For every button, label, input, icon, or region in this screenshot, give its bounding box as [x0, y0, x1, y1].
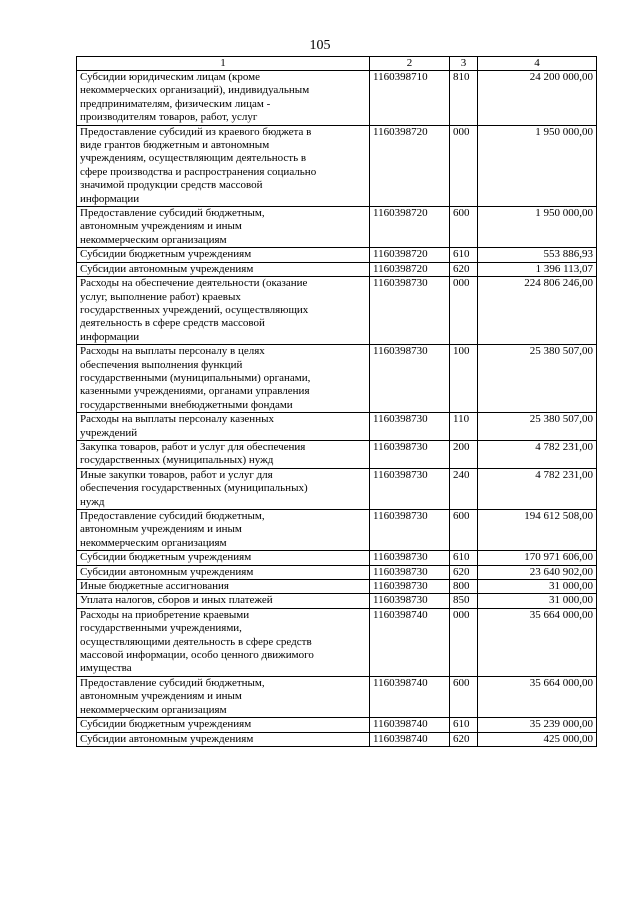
table-row — [77, 510, 597, 551]
expense-name-line: Уплата налогов, сборов и иных платежей — [80, 594, 273, 607]
expense-name-line: информации — [80, 330, 140, 343]
expense-name-line: Иные бюджетные ассигнования — [80, 580, 229, 593]
table-row — [77, 345, 597, 413]
budget-table — [76, 56, 597, 747]
expense-name-line: государственными учреждениями, — [80, 622, 242, 635]
expense-type-cell: 620 — [450, 262, 478, 276]
expense-name-line: Расходы на обеспечение деятельности (оказание — [80, 277, 308, 290]
expense-type-cell: 110 — [450, 413, 478, 441]
expense-name-cell — [77, 71, 370, 126]
expense-type-cell: 620 — [450, 565, 478, 579]
amount-cell: 25 380 507,00 — [478, 413, 597, 441]
expense-name-cell — [77, 676, 370, 717]
amount-cell: 1 950 000,00 — [478, 207, 597, 248]
table-row — [77, 732, 597, 746]
expense-name-line: Закупка товаров, работ и услуг для обеспечения — [80, 440, 306, 453]
target-code-cell: 1160398730 — [370, 468, 450, 509]
expense-name-line: Субсидии автономным учреждениям — [80, 565, 254, 578]
column-header-3: 3 — [450, 57, 478, 71]
table-row — [77, 580, 597, 594]
target-code-cell: 1160398730 — [370, 580, 450, 594]
expense-type-cell: 610 — [450, 718, 478, 732]
expense-type-cell: 810 — [450, 71, 478, 126]
expense-name-cell — [77, 510, 370, 551]
expense-name-cell — [77, 207, 370, 248]
expense-name-line: Расходы на выплаты персоналу в целях — [80, 345, 265, 358]
expense-name-line: осуществляющими деятельность в сфере средств — [80, 635, 312, 648]
table-row — [77, 608, 597, 676]
expense-name-cell — [77, 468, 370, 509]
table-row — [77, 277, 597, 345]
table-row — [77, 71, 597, 126]
target-code-cell: 1160398710 — [370, 71, 450, 126]
target-code-cell: 1160398740 — [370, 718, 450, 732]
page-number: 105 — [309, 38, 331, 53]
expense-name-cell — [77, 345, 370, 413]
table-row — [77, 125, 597, 206]
expense-type-cell: 600 — [450, 510, 478, 551]
expense-type-cell: 600 — [450, 207, 478, 248]
amount-cell: 31 000,00 — [478, 594, 597, 608]
expense-type-cell: 850 — [450, 594, 478, 608]
target-code-cell: 1160398730 — [370, 565, 450, 579]
expense-type-cell: 000 — [450, 277, 478, 345]
expense-name-cell — [77, 262, 370, 276]
amount-cell: 35 664 000,00 — [478, 676, 597, 717]
column-header-1: 1 — [77, 57, 370, 71]
table-row — [77, 718, 597, 732]
expense-name-line: Предоставление субсидий бюджетным, — [80, 510, 265, 522]
target-code-cell: 1160398740 — [370, 608, 450, 676]
table-header-row — [77, 57, 597, 71]
expense-name-line: государственными внебюджетными фондами — [80, 398, 293, 411]
expense-name-line: автономным учреждениям и иным — [80, 220, 242, 233]
amount-cell: 1 950 000,00 — [478, 125, 597, 206]
expense-name-line: учреждений — [80, 426, 138, 439]
amount-cell: 35 239 000,00 — [478, 718, 597, 732]
expense-name-cell — [77, 125, 370, 206]
expense-name-line: Иные закупки товаров, работ и услуг для — [80, 468, 273, 481]
amount-cell: 553 886,93 — [478, 248, 597, 262]
expense-name-cell — [77, 277, 370, 345]
expense-name-line: значимой продукции средств массовой — [80, 179, 263, 192]
expense-name-line: предпринимателям, физическим лицам - — [80, 97, 271, 110]
expense-type-cell: 610 — [450, 248, 478, 262]
expense-name-line: обеспечения выполнения функций — [80, 358, 243, 371]
expense-name-cell — [77, 718, 370, 732]
expense-name-line: Расходы на приобретение краевыми — [80, 608, 250, 621]
expense-name-cell — [77, 608, 370, 676]
target-code-cell: 1160398730 — [370, 277, 450, 345]
expense-type-cell: 610 — [450, 551, 478, 565]
expense-type-cell: 240 — [450, 468, 478, 509]
column-header-2: 2 — [370, 57, 450, 71]
expense-name-line: Субсидии автономным учреждениям — [80, 732, 254, 745]
expense-name-line: имущества — [80, 662, 132, 675]
expense-name-line: Предоставление субсидий из краевого бюджета в — [80, 125, 312, 138]
expense-name-line: государственными (муниципальными) органами, — [80, 371, 311, 384]
target-code-cell: 1160398720 — [370, 207, 450, 248]
expense-name-line: Субсидии юридическим лицам (кроме — [80, 71, 261, 83]
expense-name-cell — [77, 580, 370, 594]
expense-name-line: нужд — [80, 495, 105, 508]
expense-name-line: Предоставление субсидий бюджетным, — [80, 676, 265, 689]
expense-name-cell — [77, 732, 370, 746]
amount-cell: 4 782 231,00 — [478, 468, 597, 509]
expense-name-cell — [77, 565, 370, 579]
target-code-cell: 1160398730 — [370, 510, 450, 551]
expense-name-line: Субсидии бюджетным учреждениям — [80, 248, 252, 261]
amount-cell: 4 782 231,00 — [478, 440, 597, 468]
expense-name-line: массовой информации, особо ценного движимого — [80, 649, 314, 662]
expense-name-line: Субсидии бюджетным учреждениям — [80, 551, 252, 564]
table-row — [77, 565, 597, 579]
expense-type-cell: 100 — [450, 345, 478, 413]
expense-name-line: Субсидии бюджетным учреждениям — [80, 718, 252, 731]
expense-type-cell: 000 — [450, 608, 478, 676]
expense-name-line: сфере производства и распространения социально — [80, 165, 317, 178]
expense-name-cell — [77, 551, 370, 565]
expense-name-cell — [77, 440, 370, 468]
expense-type-cell: 200 — [450, 440, 478, 468]
amount-cell: 25 380 507,00 — [478, 345, 597, 413]
table-row — [77, 676, 597, 717]
expense-name-line: производителям товаров, работ, услуг — [80, 111, 258, 124]
expense-name-line: деятельность в сфере средств массовой — [80, 317, 265, 330]
table-row — [77, 594, 597, 608]
expense-name-line: услуг, выполнение работ) краевых — [80, 290, 241, 303]
expense-type-cell: 600 — [450, 676, 478, 717]
target-code-cell: 1160398720 — [370, 248, 450, 262]
expense-name-line: информации — [80, 192, 140, 205]
table-body — [77, 71, 597, 747]
expense-name-line: обеспечения государственных (муниципальных) — [80, 482, 308, 495]
expense-name-line: некоммерческих организаций), индивидуальным — [80, 84, 310, 97]
target-code-cell: 1160398740 — [370, 676, 450, 717]
expense-name-line: некоммерческим организациям — [80, 536, 227, 549]
expense-name-cell — [77, 413, 370, 441]
expense-type-cell: 800 — [450, 580, 478, 594]
amount-cell: 35 664 000,00 — [478, 608, 597, 676]
amount-cell: 23 640 902,00 — [478, 565, 597, 579]
expense-name-line: государственных учреждений, осуществляющих — [80, 303, 309, 316]
expense-name-line: государственных (муниципальных) нужд — [80, 454, 274, 467]
expense-type-cell: 000 — [450, 125, 478, 206]
table-row — [77, 262, 597, 276]
table-row — [77, 413, 597, 441]
amount-cell: 24 200 000,00 — [478, 71, 597, 126]
expense-name-line: некоммерческим организациям — [80, 703, 227, 716]
amount-cell: 170 971 606,00 — [478, 551, 597, 565]
target-code-cell: 1160398720 — [370, 125, 450, 206]
column-header-4: 4 — [478, 57, 597, 71]
expense-name-line: Расходы на выплаты персоналу казенных — [80, 413, 274, 426]
table-row — [77, 248, 597, 262]
table-row — [77, 207, 597, 248]
expense-name-line: казенными учреждениями, органами управления — [80, 385, 310, 398]
amount-cell: 1 396 113,07 — [478, 262, 597, 276]
amount-cell: 194 612 508,00 — [478, 510, 597, 551]
table-row — [77, 468, 597, 509]
target-code-cell: 1160398730 — [370, 440, 450, 468]
expense-name-line: виде грантов бюджетным и автономным — [80, 139, 270, 152]
amount-cell: 224 806 246,00 — [478, 277, 597, 345]
expense-name-line: Предоставление субсидий бюджетным, — [80, 207, 265, 220]
target-code-cell: 1160398730 — [370, 345, 450, 413]
target-code-cell: 1160398730 — [370, 413, 450, 441]
target-code-cell: 1160398730 — [370, 594, 450, 608]
expense-name-cell — [77, 594, 370, 608]
expense-name-cell — [77, 248, 370, 262]
target-code-cell: 1160398720 — [370, 262, 450, 276]
expense-name-line: автономным учреждениям и иным — [80, 690, 242, 703]
amount-cell: 425 000,00 — [478, 732, 597, 746]
expense-name-line: некоммерческим организациям — [80, 233, 227, 246]
amount-cell: 31 000,00 — [478, 580, 597, 594]
expense-name-line: Субсидии автономным учреждениям — [80, 262, 254, 275]
table-row — [77, 551, 597, 565]
target-code-cell: 1160398730 — [370, 551, 450, 565]
target-code-cell: 1160398740 — [370, 732, 450, 746]
expense-type-cell: 620 — [450, 732, 478, 746]
expense-name-line: учреждениям, осуществляющим деятельность в — [80, 152, 307, 165]
expense-name-line: автономным учреждениям и иным — [80, 523, 242, 536]
table-row — [77, 440, 597, 468]
